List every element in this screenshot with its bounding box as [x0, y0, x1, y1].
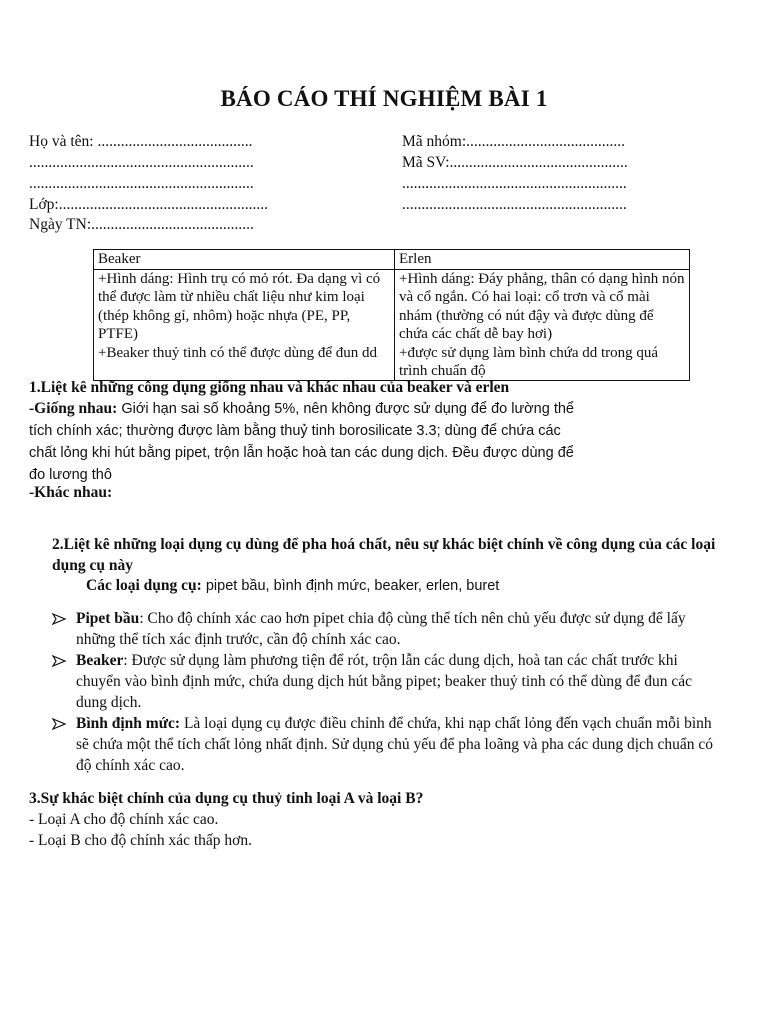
item-text: Là loại dụng cụ được điều chỉnh để chứa, khi nạp chất lỏng đến vạch chuẩn mỗi bình sẽ chứa một thể tích chất lỏng nhất định. Sử dụng chủ yếu để pha loãng và pha các dung dịch chuẩn có độ chính xác cao.: [76, 715, 714, 774]
student-id-field: Mã SV:..............................................: [402, 154, 628, 171]
tools-label: Các loại dụng cụ:: [86, 577, 202, 594]
comparison-table: [93, 249, 690, 381]
q1-differences-label: -Khác nhau:: [29, 484, 113, 501]
arrow-bullet-icon: [52, 654, 66, 668]
beaker-cell: [94, 269, 395, 380]
list-item-volumetric-flask: [76, 713, 716, 776]
similarities-label: -Giống nhau:: [29, 400, 118, 417]
report-title: BÁO CÁO THÍ NGHIỆM BÀI 1: [220, 86, 548, 111]
arrow-bullet-icon: [52, 717, 66, 731]
class-field: Lớp:......................................................: [29, 196, 268, 213]
item-text: : Cho độ chính xác cao hơn pipet chia độ cùng thể tích nên chủ yếu được sử dụng để lấy những thể tích xác định trước, cần độ chính xác cao.: [76, 610, 686, 648]
arrow-bullet-icon: [52, 612, 66, 626]
blank-line: ..........................................................: [29, 175, 254, 192]
q2-heading: 2.Liệt kê những loại dụng cụ dùng để pha hoá chất, nêu sự khác biệt chính về công dụng của các loại dụng cụ này: [52, 536, 716, 574]
table-header-erlen: Erlen: [395, 250, 690, 270]
beaker-description: +Hình dáng: Hình trụ có mỏ rót. Đa dạng vì có thể được làm từ nhiều chất liệu như kim loại (thép không gỉ, nhôm) hoặc nhựa (PE, PP, PTFE) +Beaker thuỷ tinh có thể được dùng để đun dd: [98, 270, 381, 361]
item-text: : Được sử dụng làm phương tiện để rót, trộn lẫn các dung dịch, hoà tan các chất trước khi chuyển vào bình định mức, chứa dung dịch hút bằng pipet; beaker thuỷ tinh có thể dùng để đun các dung dịch.: [76, 652, 692, 711]
blank-line: ..........................................................: [29, 154, 254, 171]
list-item-beaker: [76, 650, 716, 713]
similarities-text: Giới hạn sai số khoảng 5%, nên không được sử dụng để đo lường thể tích chính xác; thường được làm bằng thuỷ tinh borosilicate 3.3; dùng để chứa các chất lỏng khi hút bằng pipet, trộn lẫn hoặc hoà tan các dung dịch. Đều được dùng để đo lương thô: [29, 401, 574, 483]
q3-line-a: - Loại A cho độ chính xác cao.: [29, 811, 219, 828]
tools-text: pipet bầu, bình định mức, beaker, erlen, buret: [201, 578, 500, 594]
q2-tools: [86, 575, 499, 597]
group-id-field: Mã nhóm:.........................................: [402, 133, 626, 150]
q3-line-b: - Loại B cho độ chính xác thấp hơn.: [29, 832, 252, 849]
blank-line: ..........................................................: [402, 196, 627, 213]
q1-heading: 1.Liệt kê những công dụng giống nhau và khác nhau của beaker và erlen: [29, 379, 510, 396]
item-label: Beaker: [76, 652, 124, 669]
q3-heading: 3.Sự khác biệt chính của dụng cụ thuỷ tinh loại A và loại B?: [29, 790, 424, 807]
blank-line: ..........................................................: [402, 175, 627, 192]
table-header-beaker: Beaker: [94, 250, 395, 270]
item-label: Pipet bầu: [76, 610, 140, 627]
list-item-pipet: [76, 608, 716, 650]
erlen-description: +Hình dáng: Đáy phẳng, thân có dạng hình nón và cổ ngắn. Có hai loại: cổ trơn và cổ mài nhám (thường có nút đậy và được dùng để chứa các chất dễ bay hơi) +được sử dụng làm bình chứa dd trong quá trình chuẩn độ: [399, 270, 685, 379]
erlen-cell: [395, 269, 690, 380]
date-field: Ngày TN:..........................................: [29, 216, 254, 233]
q1-similarities: [29, 398, 589, 486]
name-field: Họ và tên: ........................................: [29, 133, 253, 150]
item-label: Bình định mức:: [76, 715, 181, 732]
